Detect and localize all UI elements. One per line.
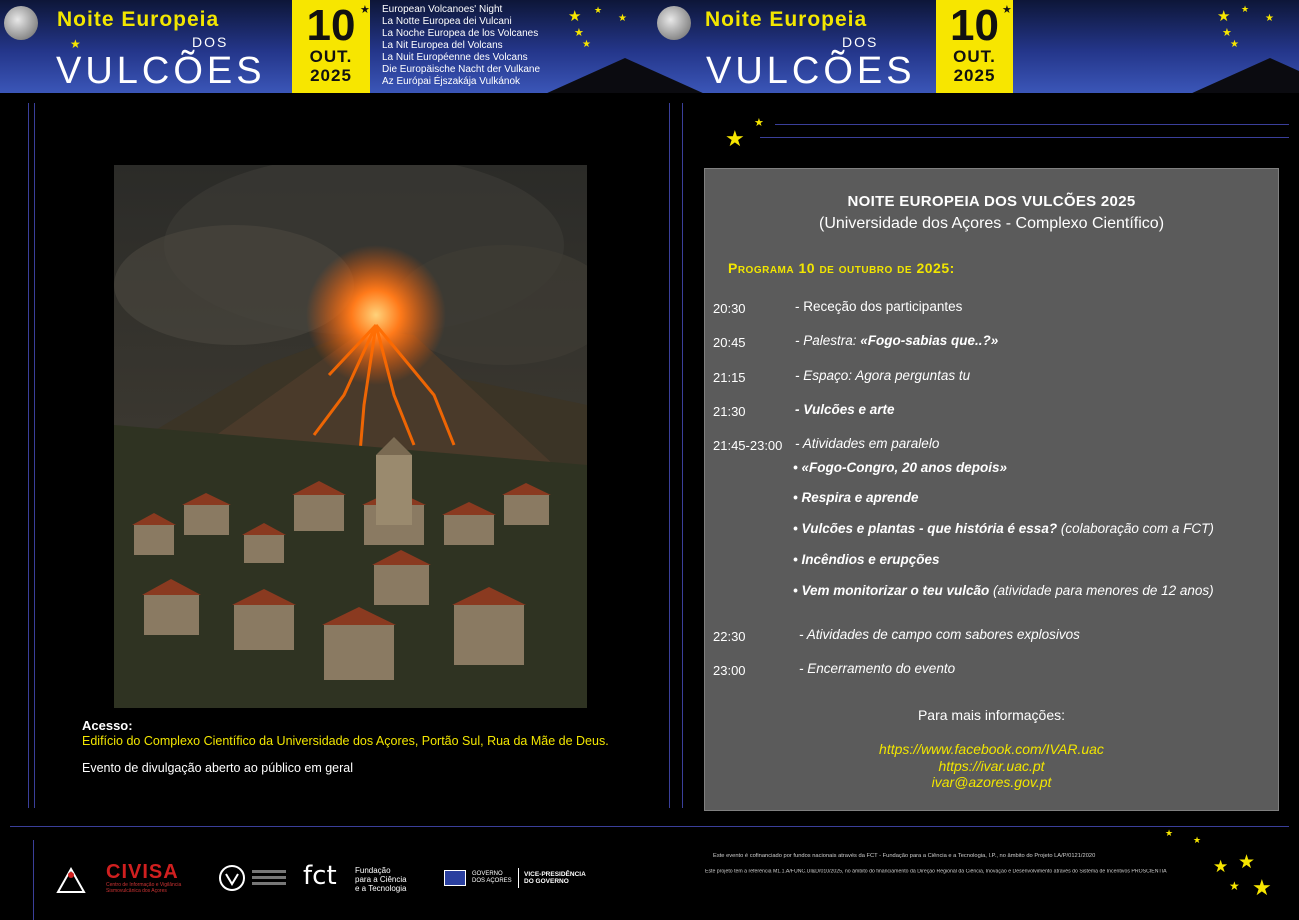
star-icon: ★: [1165, 828, 1174, 838]
volcano-painting: [114, 165, 587, 708]
schedule-activity: - Espaço: Agora perguntas tu: [795, 368, 971, 383]
schedule-time: 21:15: [713, 370, 746, 385]
star-icon: ★: [1238, 852, 1256, 873]
schedule-activity: - Atividades em paralelo: [795, 436, 940, 451]
civisa-subtitle: Centro de Informação e Vigilância Sismovulcânica dos Açores: [106, 882, 182, 894]
star-icon: ★: [1229, 879, 1240, 893]
language-line: Az Európai Éjszakája Vulkánok: [382, 76, 521, 87]
date-year: 2025: [953, 66, 996, 85]
language-line: La Nuit Européenne des Volcans: [382, 52, 528, 63]
civisa-logo: [106, 862, 198, 894]
eu-flag-icon: [444, 870, 466, 886]
program-panel: [704, 168, 1279, 811]
vice-presidencia-text: VICE-PRESIDÊNCIA DO GOVERNO: [524, 871, 586, 885]
star-icon: ★: [1241, 4, 1250, 14]
schedule-time: 21:45-23:00: [713, 438, 783, 453]
program-title: NOITE EUROPEIA DOS VULCÕES 2025: [847, 193, 1136, 210]
divider-line: [33, 840, 34, 920]
header-banner: [0, 0, 1299, 93]
schedule-activity: - Encerramento do evento: [799, 661, 956, 676]
access-open-note: Evento de divulgação aberto ao público em geral: [82, 761, 354, 775]
divider-line: [28, 103, 29, 808]
star-icon: ★: [1222, 27, 1232, 39]
contact-links: [705, 741, 1278, 791]
language-line: La Noche Europea de los Volcanes: [382, 28, 539, 39]
schedule-activity: • «Fogo-Congro, 20 anos depois»: [793, 460, 1007, 475]
schedule-activity: - Vulcões e arte: [795, 402, 895, 417]
more-info-label: Para mais informações:: [917, 707, 1066, 723]
facebook-link[interactable]: https://www.facebook.com/IVAR.uac: [879, 741, 1104, 757]
star-icon: ★: [582, 39, 591, 50]
star-icon: ★: [70, 37, 81, 51]
university-seal-icon: [218, 864, 246, 892]
schedule-time: 20:30: [713, 301, 746, 316]
star-icon: ★: [360, 4, 370, 16]
star-icon: ★: [1230, 39, 1239, 50]
date-month: OUT.: [309, 47, 353, 66]
governo-acores-logo: [444, 868, 594, 890]
star-icon: ★: [725, 126, 745, 151]
banner-vulcoes: VULCÕES: [56, 50, 266, 92]
schedule-time: 22:30: [713, 629, 746, 644]
star-icon: ★: [754, 117, 764, 129]
date-box: [292, 0, 370, 93]
access-heading: Acesso:: [82, 718, 133, 733]
divider-line: [775, 124, 1289, 125]
language-line: European Volcanoes' Night: [382, 4, 503, 15]
star-icon: ★: [594, 5, 603, 15]
program-subtitle: (Universidade dos Açores - Complexo Científico): [818, 215, 1165, 232]
language-list: [382, 4, 540, 88]
star-icon: ★: [1193, 835, 1202, 845]
civisa-wordmark: CIVISA: [106, 861, 179, 883]
funding-note: Este evento é cofinanciado por fundos nacionais através da FCT - Fundação para a Ciência e a Tecnologia, I.P., no âmbito do Projeto LA/P/0121/2020: [713, 853, 1096, 859]
moon-icon: [657, 6, 691, 40]
email-link[interactable]: ivar@azores.gov.pt: [931, 774, 1052, 790]
schedule-time: 23:00: [713, 663, 746, 678]
schedule-time: 21:30: [713, 404, 746, 419]
divider-line: [10, 826, 1289, 827]
program-heading: Programa 10 de outubro de 2025:: [728, 260, 955, 276]
banner-vulcoes: VULCÕES: [706, 50, 916, 92]
divider-line: [760, 137, 1289, 138]
banner-dos: DOS: [842, 34, 879, 50]
ivar-logo-icon: [56, 866, 86, 894]
mountain-silhouette: [545, 58, 705, 93]
mountain-silhouette: [1190, 58, 1299, 93]
divider-line: [682, 103, 683, 808]
schedule-activity: - Palestra: «Fogo-sabias que..?»: [795, 333, 999, 348]
star-icon: ★: [568, 8, 582, 25]
divider-line: [34, 103, 35, 808]
governo-text: GOVERNO DOS AÇORES: [472, 871, 512, 884]
date-day: 10: [306, 1, 356, 50]
language-line: Die Europäische Nacht der Vulkane: [382, 64, 541, 75]
banner-dos: DOS: [192, 34, 229, 50]
moon-icon: [4, 6, 38, 40]
schedule-activity: • Vulcões e plantas - que história é essa? (colaboração com a FCT): [793, 521, 1214, 536]
volcano-illustration: [114, 165, 587, 708]
university-name-logo: [252, 870, 286, 890]
fct-subtitle: Fundação para a Ciência e a Tecnologia: [355, 866, 407, 893]
schedule-activity: • Respira e aprende: [793, 490, 919, 505]
banner-title: Noite Europeia: [705, 8, 868, 31]
date-month: OUT.: [953, 47, 996, 66]
star-icon: ★: [1002, 4, 1012, 16]
star-icon: ★: [1252, 875, 1272, 900]
schedule-time: 20:45: [713, 335, 746, 350]
schedule-activity: - Atividades de campo com sabores explosivos: [799, 627, 1080, 642]
website-link[interactable]: https://ivar.uac.pt: [938, 757, 1045, 774]
fct-wordmark: fct: [303, 861, 337, 891]
schedule-activity: - Receção dos participantes: [795, 299, 963, 314]
star-icon: ★: [574, 27, 584, 39]
star-icon: ★: [618, 13, 627, 24]
schedule-activity: • Vem monitorizar o teu vulcão (atividade para menores de 12 anos): [793, 583, 1214, 598]
language-line: La Notte Europea dei Vulcani: [382, 16, 512, 27]
funding-note: Este projeto tem a referência M1.1.A/FUNC.UI&D/010/2025, no âmbito do financiamento da Direção Regional da Ciência, Inovação e Desenvolvimento através do Sistema de Incentivos PROSCIENTIA: [705, 869, 1167, 875]
divider-line: [669, 103, 670, 808]
schedule-activity: • Incêndios e erupções: [793, 552, 940, 567]
star-icon: ★: [1213, 857, 1229, 876]
access-location: Edifício do Complexo Científico da Universidade dos Açores, Portão Sul, Rua da Mãe de Deus.: [82, 734, 609, 748]
date-day: 10: [950, 1, 999, 50]
date-year: 2025: [310, 66, 352, 85]
star-icon: ★: [1265, 13, 1274, 24]
star-icon: ★: [1217, 8, 1231, 25]
banner-title: Noite Europeia: [57, 8, 220, 31]
language-line: La Nit Europea del Volcans: [382, 40, 503, 51]
